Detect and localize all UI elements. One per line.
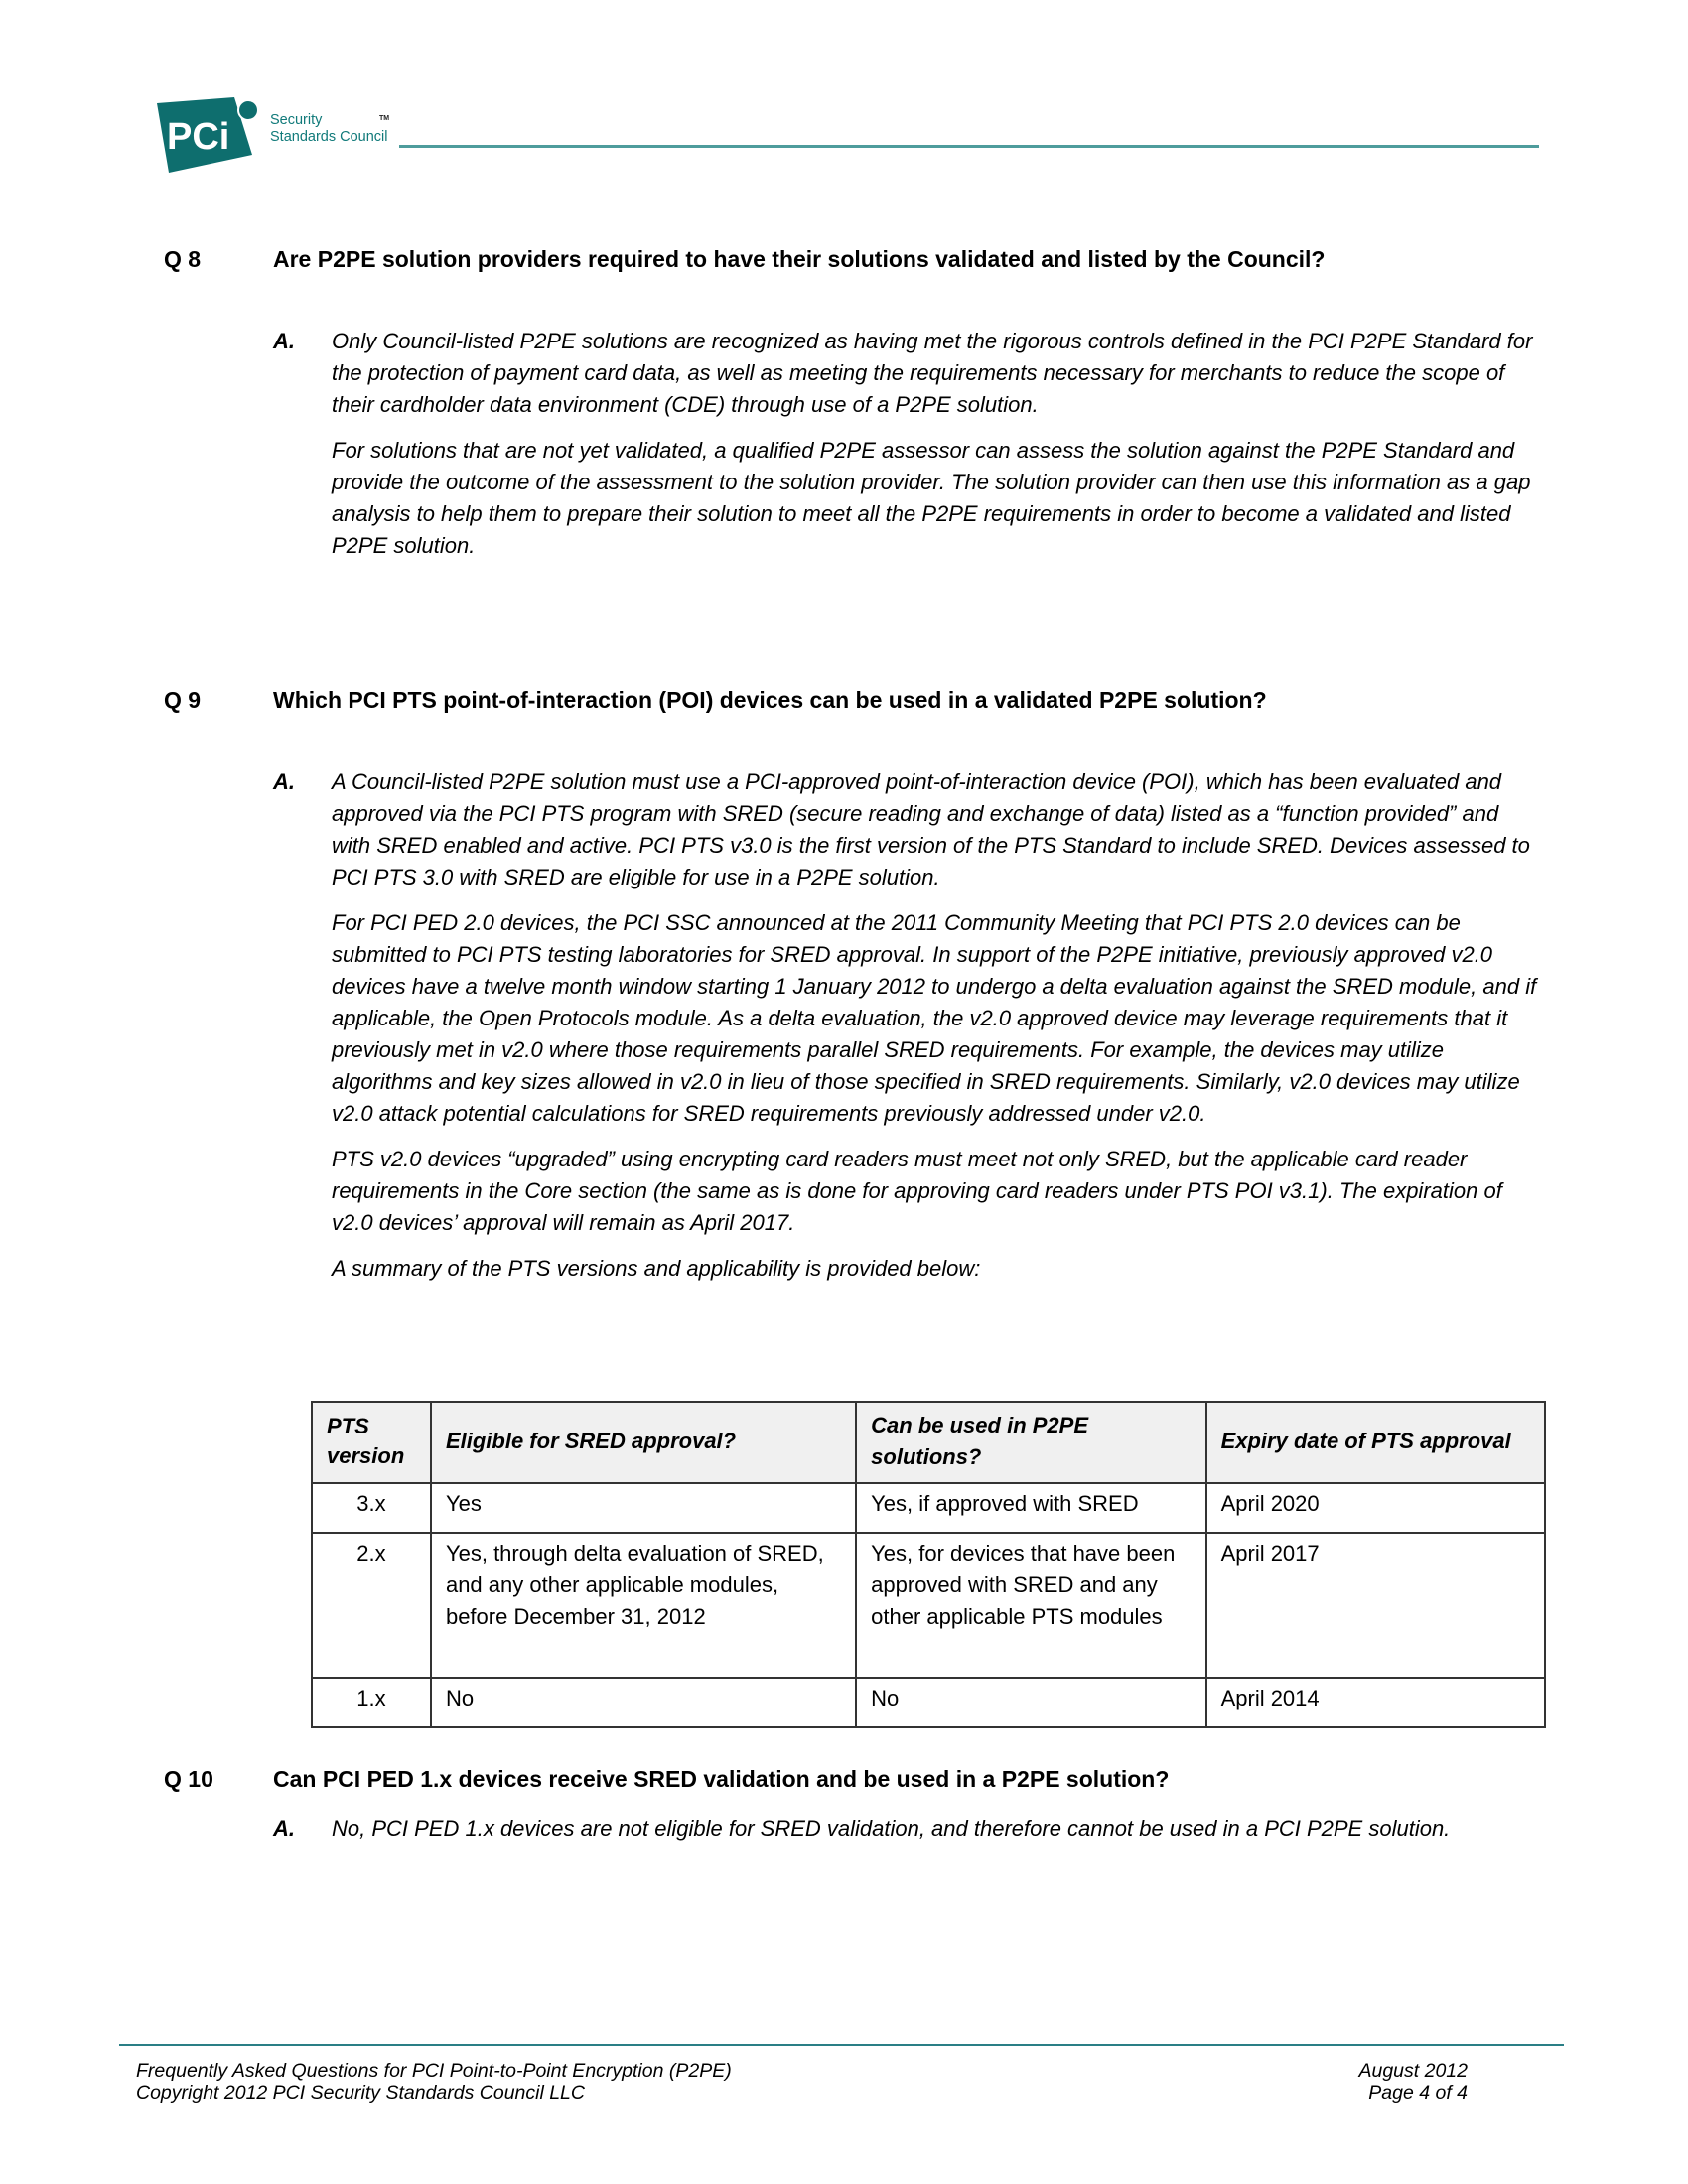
cell-sred-eligible: Yes, through delta evaluation of SRED, and any other applicable modules, before December 31, 2012 <box>431 1533 856 1678</box>
document-date: August 2012 <box>1358 2060 1468 2082</box>
question-number: Q 10 <box>164 1766 213 1792</box>
question-text: Can PCI PED 1.x devices receive SRED validation and be used in a P2PE solution? <box>273 1766 1170 1792</box>
header-divider <box>399 145 1539 148</box>
cell-expiry: April 2020 <box>1206 1483 1545 1533</box>
answer-paragraph: No, PCI PED 1.x devices are not eligible for SRED validation, and therefore cannot be used in a PCI P2PE solution. <box>332 1816 1451 1841</box>
org-name <box>270 112 388 146</box>
page-number: Page 4 of 4 <box>1368 2082 1468 2104</box>
answer-body <box>332 326 1538 576</box>
table-header-row <box>312 1402 1545 1483</box>
answer-body <box>332 1813 1538 1858</box>
footer-divider <box>119 2044 1564 2046</box>
org-name-line2: Standards Council <box>270 129 388 145</box>
answer-label: A. <box>273 769 295 794</box>
pts-versions-table <box>311 1401 1546 1728</box>
answer-paragraph: A Council-listed P2PE solution must use a PCI-approved point-of-interaction device (POI), which has been evaluated and approved via the PCI PTS program with SRED (secure reading and exchange of data) listed as a “function provided” and with SRED enabled and active. PCI PTS v3.0 is the first version of the PTS Standard to include SRED. Devices assessed to PCI PTS 3.0 with SRED are eligible for use in a P2PE solution. <box>332 769 1530 889</box>
cell-version: 2.x <box>312 1533 431 1678</box>
pci-logo <box>157 97 266 173</box>
org-name-line1: Security <box>270 112 323 128</box>
logo-letters: PCi <box>167 116 230 158</box>
cell-expiry: April 2017 <box>1206 1533 1545 1678</box>
column-header: PTS version <box>312 1402 431 1483</box>
answer-body <box>332 766 1538 1298</box>
question-text: Are P2PE solution providers required to have their solutions validated and listed by the Council? <box>273 246 1326 272</box>
cell-sred-eligible: No <box>431 1678 856 1727</box>
table-row <box>312 1678 1545 1727</box>
column-header: Can be used in P2PE solutions? <box>856 1402 1205 1483</box>
trademark-mark: TM <box>379 115 390 122</box>
answer-label: A. <box>273 329 295 353</box>
footer-right <box>1358 2060 1468 2104</box>
table-intro: A summary of the PTS versions and applicability is provided below: <box>332 1256 981 1281</box>
answer-paragraph: PTS v2.0 devices “upgraded” using encrypting card readers must meet not only SRED, but the applicable card reader requirements in the Core section (the same as is done for approving card readers under PTS POI v3.1). The expiration of v2.0 devices’ approval will remain as April 2017. <box>332 1147 1502 1235</box>
table-row <box>312 1533 1545 1678</box>
table-row <box>312 1483 1545 1533</box>
column-header: Expiry date of PTS approval <box>1206 1402 1545 1483</box>
document-title: Frequently Asked Questions for PCI Point-to-Point Encryption (P2PE) <box>136 2060 732 2082</box>
answer-paragraph: Only Council-listed P2PE solutions are recognized as having met the rigorous controls defined in the PCI P2PE Standard for the protection of payment card data, as well as meeting the requirements necessary for merchants to reduce the scope of their cardholder data environment (CDE) through use of a P2PE solution. <box>332 329 1533 417</box>
cell-expiry: April 2014 <box>1206 1678 1545 1727</box>
cell-version: 1.x <box>312 1678 431 1727</box>
cell-p2pe-usable: Yes, if approved with SRED <box>856 1483 1205 1533</box>
question-number: Q 9 <box>164 687 202 713</box>
question-text: Which PCI PTS point-of-interaction (POI) devices can be used in a validated P2PE solution? <box>273 687 1267 713</box>
answer-paragraph: For solutions that are not yet validated, a qualified P2PE assessor can assess the solution against the P2PE Standard and provide the outcome of the assessment to the solution provider. The solution provider can then use this information as a gap analysis to help them to prepare their solution to meet all the P2PE requirements in order to become a validated and listed P2PE solution. <box>332 438 1531 558</box>
answer-paragraph: For PCI PED 2.0 devices, the PCI SSC announced at the 2011 Community Meeting that PCI PTS 2.0 devices can be submitted to PCI PTS testing laboratories for SRED approval. In support of the P2PE initiative, previously approved v2.0 devices have a twelve month window starting 1 January 2012 to undergo a delta evaluation against the SRED module, and if applicable, the Open Protocols module. As a delta evaluation, the v2.0 approved device may leverage requirements that it previously met in v2.0 where those requirements parallel SRED requirements. For example, the devices may utilize algorithms and key sizes allowed in v2.0 in lieu of those specified in SRED requirements. Similarly, v2.0 devices may utilize v2.0 attack potential calculations for SRED requirements previously addressed under v2.0. <box>332 910 1537 1126</box>
cell-sred-eligible: Yes <box>431 1483 856 1533</box>
pci-logo-mark-icon <box>157 97 266 173</box>
cell-p2pe-usable: Yes, for devices that have been approved with SRED and any other applicable PTS modules <box>856 1533 1205 1678</box>
footer-left <box>136 2060 732 2104</box>
answer-label: A. <box>273 1816 295 1841</box>
question-number: Q 8 <box>164 246 202 272</box>
cell-version: 3.x <box>312 1483 431 1533</box>
column-header: Eligible for SRED approval? <box>431 1402 856 1483</box>
copyright: Copyright 2012 PCI Security Standards Council LLC <box>136 2082 585 2104</box>
cell-p2pe-usable: No <box>856 1678 1205 1727</box>
